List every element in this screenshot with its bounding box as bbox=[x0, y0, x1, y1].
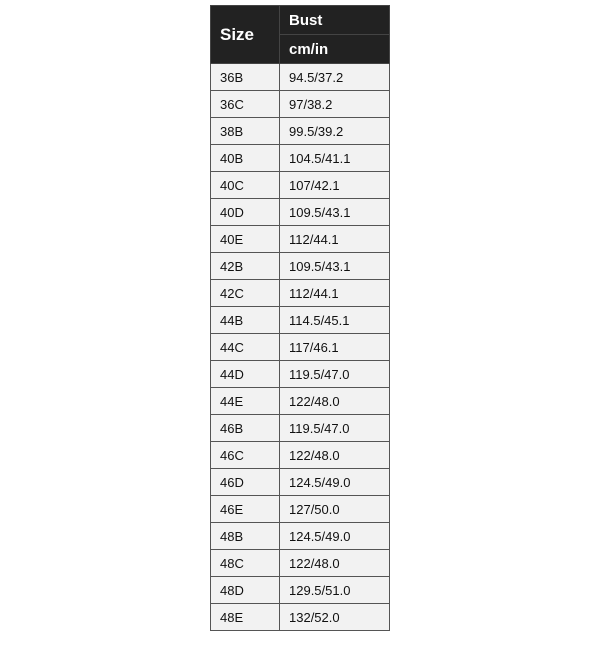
bust-cell: 122/48.0 bbox=[280, 388, 390, 415]
size-cell: 40E bbox=[211, 226, 280, 253]
size-cell: 46D bbox=[211, 469, 280, 496]
size-cell: 44B bbox=[211, 307, 280, 334]
bust-cell: 119.5/47.0 bbox=[280, 415, 390, 442]
table-row bbox=[211, 577, 390, 604]
table-row bbox=[211, 226, 390, 253]
bust-cell: 124.5/49.0 bbox=[280, 469, 390, 496]
size-chart-table bbox=[210, 5, 390, 631]
bust-cell: 112/44.1 bbox=[280, 226, 390, 253]
size-cell: 40D bbox=[211, 199, 280, 226]
size-cell: 44C bbox=[211, 334, 280, 361]
size-cell: 44E bbox=[211, 388, 280, 415]
bust-cell: 97/38.2 bbox=[280, 91, 390, 118]
bust-cell: 119.5/47.0 bbox=[280, 361, 390, 388]
table-row bbox=[211, 118, 390, 145]
table-row bbox=[211, 307, 390, 334]
size-cell: 46C bbox=[211, 442, 280, 469]
size-cell: 36C bbox=[211, 91, 280, 118]
bust-cell: 122/48.0 bbox=[280, 442, 390, 469]
table-row bbox=[211, 91, 390, 118]
size-cell: 36B bbox=[211, 64, 280, 91]
table-row bbox=[211, 469, 390, 496]
size-column-header: Size bbox=[211, 6, 280, 64]
bust-cell: 104.5/41.1 bbox=[280, 145, 390, 172]
table-row bbox=[211, 280, 390, 307]
table-row bbox=[211, 415, 390, 442]
table-row bbox=[211, 442, 390, 469]
table-body bbox=[211, 64, 390, 631]
bust-cell: 129.5/51.0 bbox=[280, 577, 390, 604]
table-row bbox=[211, 172, 390, 199]
bust-cell: 94.5/37.2 bbox=[280, 64, 390, 91]
bust-cell: 114.5/45.1 bbox=[280, 307, 390, 334]
size-cell: 46B bbox=[211, 415, 280, 442]
table-row bbox=[211, 496, 390, 523]
bust-column-header: Bust bbox=[280, 6, 390, 35]
size-cell: 48D bbox=[211, 577, 280, 604]
size-cell: 42C bbox=[211, 280, 280, 307]
bust-cell: 112/44.1 bbox=[280, 280, 390, 307]
table-row bbox=[211, 523, 390, 550]
unit-column-header: cm/in bbox=[280, 35, 390, 64]
bust-cell: 117/46.1 bbox=[280, 334, 390, 361]
table-header bbox=[211, 6, 390, 64]
size-cell: 46E bbox=[211, 496, 280, 523]
bust-cell: 99.5/39.2 bbox=[280, 118, 390, 145]
size-cell: 40C bbox=[211, 172, 280, 199]
bust-cell: 107/42.1 bbox=[280, 172, 390, 199]
table-row bbox=[211, 253, 390, 280]
table-row bbox=[211, 64, 390, 91]
size-cell: 48B bbox=[211, 523, 280, 550]
bust-cell: 109.5/43.1 bbox=[280, 253, 390, 280]
bust-cell: 132/52.0 bbox=[280, 604, 390, 631]
bust-cell: 127/50.0 bbox=[280, 496, 390, 523]
size-cell: 48E bbox=[211, 604, 280, 631]
bust-cell: 122/48.0 bbox=[280, 550, 390, 577]
size-cell: 42B bbox=[211, 253, 280, 280]
table-row bbox=[211, 604, 390, 631]
size-cell: 38B bbox=[211, 118, 280, 145]
size-cell: 48C bbox=[211, 550, 280, 577]
bust-cell: 109.5/43.1 bbox=[280, 199, 390, 226]
bust-cell: 124.5/49.0 bbox=[280, 523, 390, 550]
table-row bbox=[211, 334, 390, 361]
table-row bbox=[211, 361, 390, 388]
table-row bbox=[211, 550, 390, 577]
table-row bbox=[211, 199, 390, 226]
table-row bbox=[211, 388, 390, 415]
size-cell: 40B bbox=[211, 145, 280, 172]
size-cell: 44D bbox=[211, 361, 280, 388]
table-row bbox=[211, 145, 390, 172]
